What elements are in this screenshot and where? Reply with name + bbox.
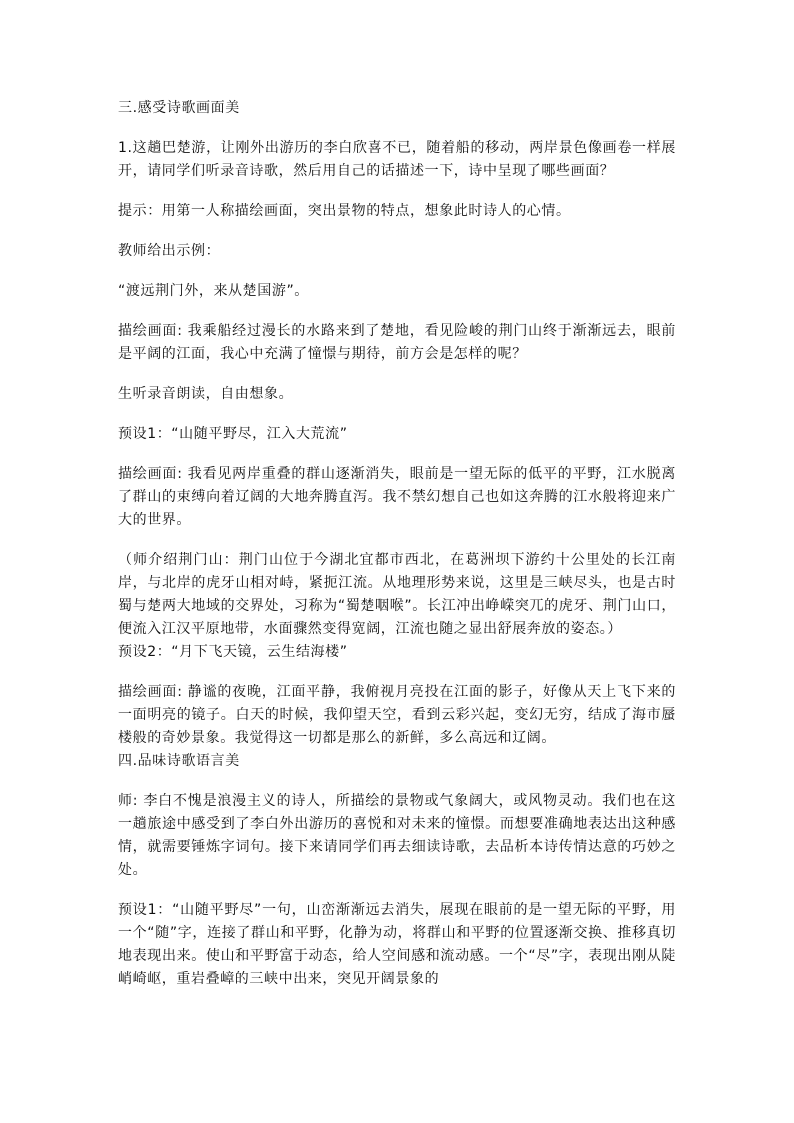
section-heading-3: 三.感受诗歌画面美 [118, 100, 240, 116]
question-1: 1.这趟巴楚游，让刚外出游历的李白欣喜不已，随着船的移动，两岸景色像画卷一样展开，请同学们听录音诗歌，然后用自己的话描述一下，诗中呈现了哪些画面？ [118, 140, 676, 179]
preset-2-poem-line: 预设2：“月下飞天镜，云生结海楼” [118, 644, 348, 660]
preset-1-description: 描绘画面: 我看见两岸重叠的群山逐渐消失，眼前是一望无际的低平的平野，江水脱离了群山的束缚向着辽阔的大地奔腾直泻。我不禁幻想自己也如这奔腾的江水般将迎来广大的世界。 [118, 466, 676, 528]
teacher-note-jingmen: （师介绍荆门山：荆门山位于今湖北宜都市西北，在葛洲坝下游约十公里处的长江南岸，与北岸的虎牙山相对峙，紧扼江流。从地理形势来说，这里是三峡尽头，也是古时蜀与楚两大地域的交界处，习称为“蜀楚咽喉”。长江冲出峥嵘突兀的虎牙、荆门山口，便流入江汉平原地带，水面骤然变得宽阔，江流也随之显出舒展奔放的姿态。） [118, 552, 676, 637]
student-activity: 生听录音朗读，自由想象。 [118, 386, 294, 402]
preset-1-poem-line: 预设1：“山随平野尽，江入大荒流” [118, 426, 348, 442]
teacher-commentary: 师: 李白不愧是浪漫主义的诗人，所描绘的景物或气象阔大，或风物灵动。我们也在这一趟旅途中感受到了李白外出游历的喜悦和对未来的憧憬。而想要准确地表达出这种感情，就需要锤炼字词句。接下来请同学们再去细读诗歌，去品析本诗传情达意的巧妙之处。 [118, 793, 676, 878]
preset-2-description: 描绘画面: 静谧的夜晚，江面平静，我俯视月亮投在江面的影子，好像从天上飞下来的一面明亮的镜子。白天的时候，我仰望天空，看到云彩兴起，变幻无穷，结成了海市蜃楼般的奇妙景象。我觉得这一切都是那么的新鲜，多么高远和辽阔。 [118, 684, 676, 746]
language-preset-1: 预设1：“山随平野尽”一句，山峦渐渐远去消失，展现在眼前的是一望无际的平野，用一个“随”字，连接了群山和平野，化静为动，将群山和平野的位置逐渐交换、推移真切地表现出来。使山和平野富于动态，给人空间感和流动感。一个“尽”字，表现出刚从陡峭崎岖，重岩叠嶂的三峡中出来，突见开阔景象的 [118, 902, 676, 987]
example-description: 描绘画面: 我乘船经过漫长的水路来到了楚地，看见险峻的荆门山终于渐渐远去，眼前是平阔的江面，我心中充满了憧憬与期待，前方会是怎样的呢？ [118, 323, 676, 362]
hint-paragraph: 提示：用第一人称描绘画面，突出景物的特点，想象此时诗人的心情。 [118, 203, 571, 219]
section-heading-4: 四.品味诗歌语言美 [118, 753, 240, 769]
example-poem-line: “渡远荆门外，来从楚国游”。 [118, 283, 309, 299]
teacher-example-label: 教师给出示例： [118, 243, 221, 259]
